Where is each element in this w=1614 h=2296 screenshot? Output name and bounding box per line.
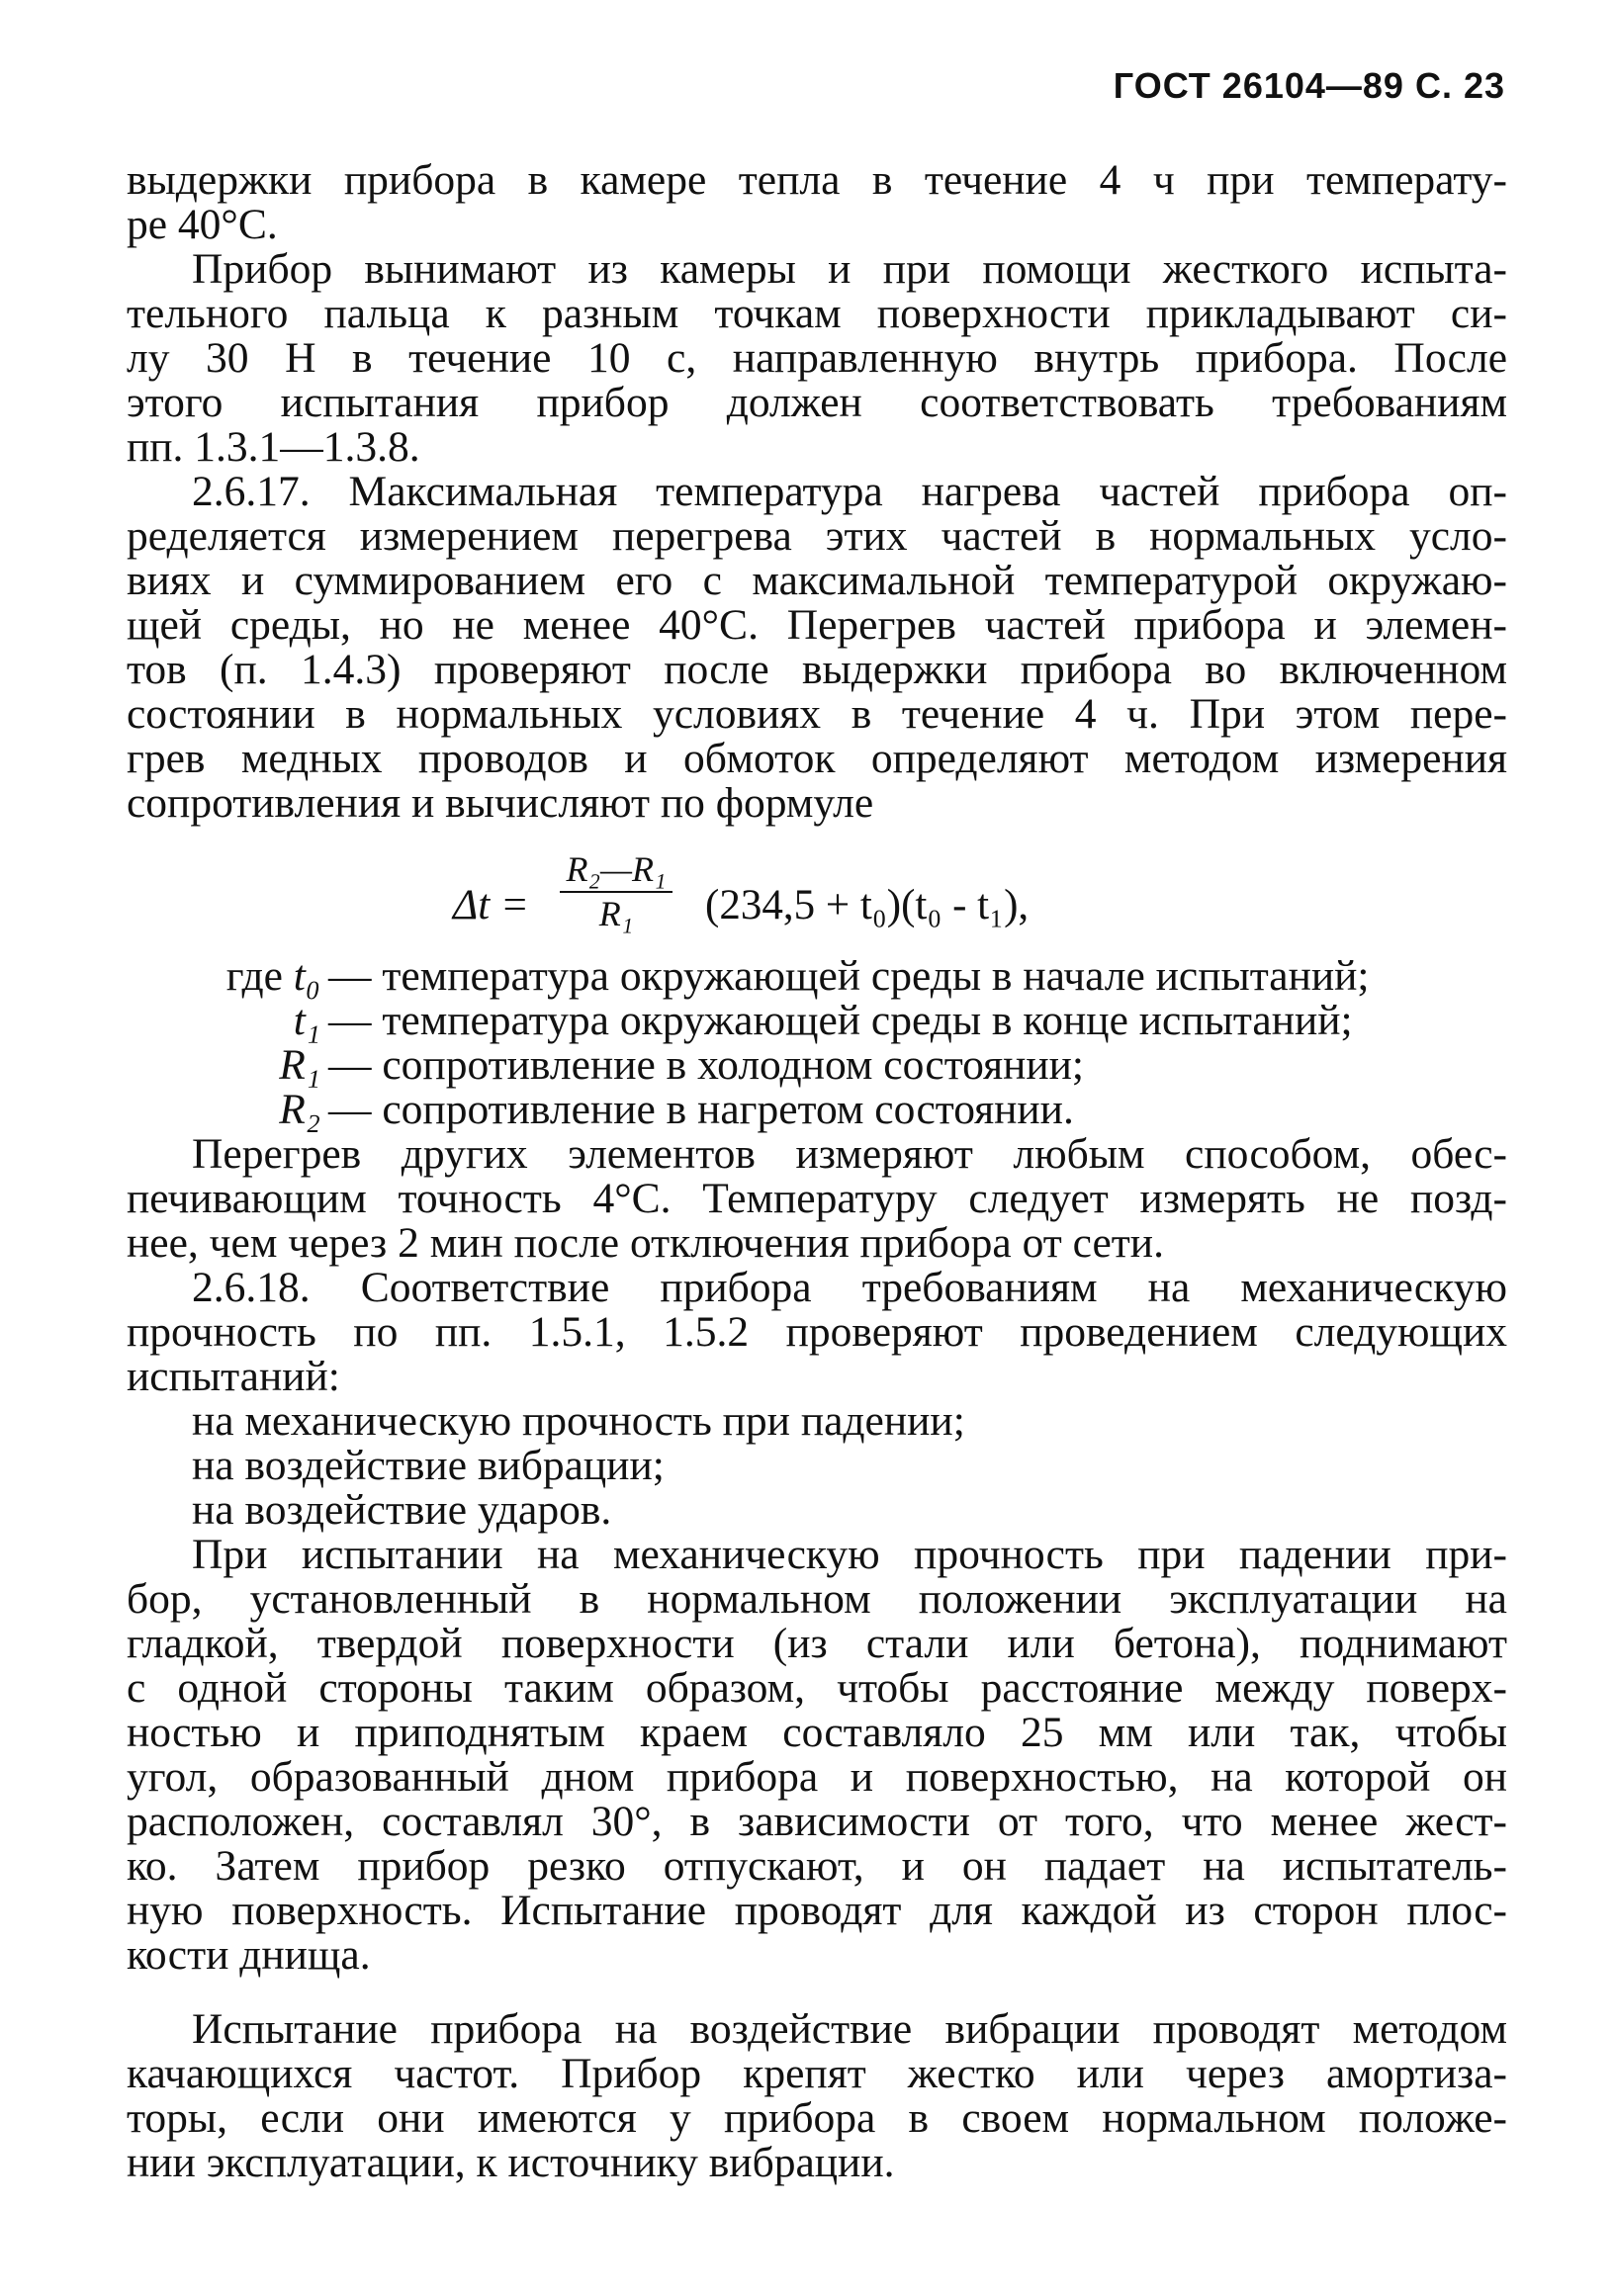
text-line: Перегрев других элементов измеряют любым способом, обес- [192,1130,1507,1178]
definition-text: — температура окружающей среды в конце испытаний; [328,997,1353,1044]
text-line: состоянии в нормальных условиях в течение 4 ч. При этом пере- [127,690,1507,738]
text-line: нее, чем через 2 мин после отключения прибора от сети. [127,1219,1164,1267]
paragraph-4 [127,1132,1507,1266]
text-line: гладкой, твердой поверхности (из стали или бетона), поднимают [127,1620,1507,1667]
definition-symbol: t₁ [293,997,320,1044]
text-line: этого испытания прибор должен соответствовать требованиям [127,379,1507,426]
definition-symbol: R₁ [279,1041,320,1089]
text-line: Испытание прибора на воздействие вибрации проводят методом [192,2005,1507,2053]
text-line: испытаний: [127,1353,340,1400]
text-line: тельного пальца к разным точкам поверхности прикладывают си- [127,290,1507,337]
text-line: виях и суммированием его с максимальной температурой окружаю- [127,557,1507,604]
text-line: расположен, составлял 30°, в зависимости от того, что менее жест- [127,1798,1507,1845]
formula-lhs: Δt = [453,882,529,928]
list-item: на воздействие ударов. [192,1486,612,1534]
text-line: нии эксплуатации, к источнику вибрации. [127,2139,895,2186]
text-line: ную поверхность. Испытание проводят для каждой из сторон плос- [127,1887,1507,1934]
text-line: ре 40°C. [127,201,278,248]
definition-text: — сопротивление в нагретом состоянии. [328,1086,1074,1133]
text-line: выдержки прибора в камере тепла в течение 4 ч при температу- [127,156,1507,204]
paragraph-6 [127,1533,1507,1978]
text-line: Прибор вынимают из камеры и при помощи жесткого испыта- [192,245,1507,293]
text-line: грев медных проводов и обмоток определяют методом измерения [127,735,1507,782]
text-line: торы, если они имеются у прибора в своем нормальном положе- [127,2094,1507,2142]
definition-text: — сопротивление в холодном состоянии; [328,1041,1085,1089]
text-line: сопротивления и вычисляют по формуле [127,779,874,827]
document-body [127,158,1507,2185]
text-line: щей среды, но не менее 40°C. Перегрев частей прибора и элемен- [127,601,1507,649]
text-line: прочность по пп. 1.5.1, 1.5.2 проверяют проведением следующих [127,1308,1507,1356]
test-list [127,1399,1507,1533]
paragraph-2 [127,247,1507,470]
text-line: ределяется измерением перегрева этих частей в нормальных усло- [127,512,1507,560]
definition-symbol: t₀ [293,952,320,1000]
definitions-list [127,954,1507,1132]
formula-numerator: R₂—R₁ [560,849,672,893]
formula-denominator: R₁ [598,894,634,933]
definition-prefix: где [225,952,283,1000]
text-line: При испытании на механическую прочность при падении при- [192,1531,1507,1578]
definition-t0 [127,954,1507,999]
text-line: ностью и приподнятым краем составляло 25 мм или так, чтобы [127,1709,1507,1756]
text-line: бор, установленный в нормальном положении эксплуатации на [127,1575,1507,1623]
paragraph-1 [127,158,1507,247]
formula-fraction [560,849,672,934]
text-line: печивающим точность 4°C. Температуру следует измерять не позд- [127,1175,1507,1222]
text-line: 2.6.18. Соответствие прибора требованиям на механическую [192,1264,1507,1311]
definition-r1 [127,1043,1507,1088]
text-line: с одной стороны таким образом, чтобы расстояние между поверх- [127,1664,1507,1712]
text-line: угол, образованный дном прибора и поверхностью, на которой он [127,1753,1507,1801]
text-line: пп. 1.3.1—1.3.8. [127,423,420,471]
formula-rhs: (234,5 + t₀)(t₀ - t₁), [705,882,1030,928]
definition-symbol: R₂ [279,1086,320,1133]
overheat-formula [127,849,1507,940]
paragraph-2-6-17 [127,470,1507,826]
text-line: лу 30 Н в течение 10 с, направленную внутрь прибора. После [127,334,1507,382]
text-line: тов (п. 1.4.3) проверяют после выдержки прибора во включенном [127,646,1507,693]
text-line: качающихся частот. Прибор крепят жестко или через амортиза- [127,2050,1507,2097]
text-line: ко. Затем прибор резко отпускают, и он падает на испытатель- [127,1842,1507,1890]
page-header: ГОСТ 26104—89 С. 23 [1113,65,1505,106]
paragraph-2-6-18 [127,1266,1507,1399]
text-line: кости днища. [127,1931,371,1979]
definition-t1 [127,999,1507,1043]
list-item: на механическую прочность при падении; [192,1397,965,1445]
paragraph-7 [127,2007,1507,2185]
text-line: 2.6.17. Максимальная температура нагрева частей прибора оп- [192,468,1507,515]
definition-text: — температура окружающей среды в начале испытаний; [328,952,1370,1000]
definition-r2 [127,1088,1507,1132]
list-item: на воздействие вибрации; [192,1442,665,1489]
